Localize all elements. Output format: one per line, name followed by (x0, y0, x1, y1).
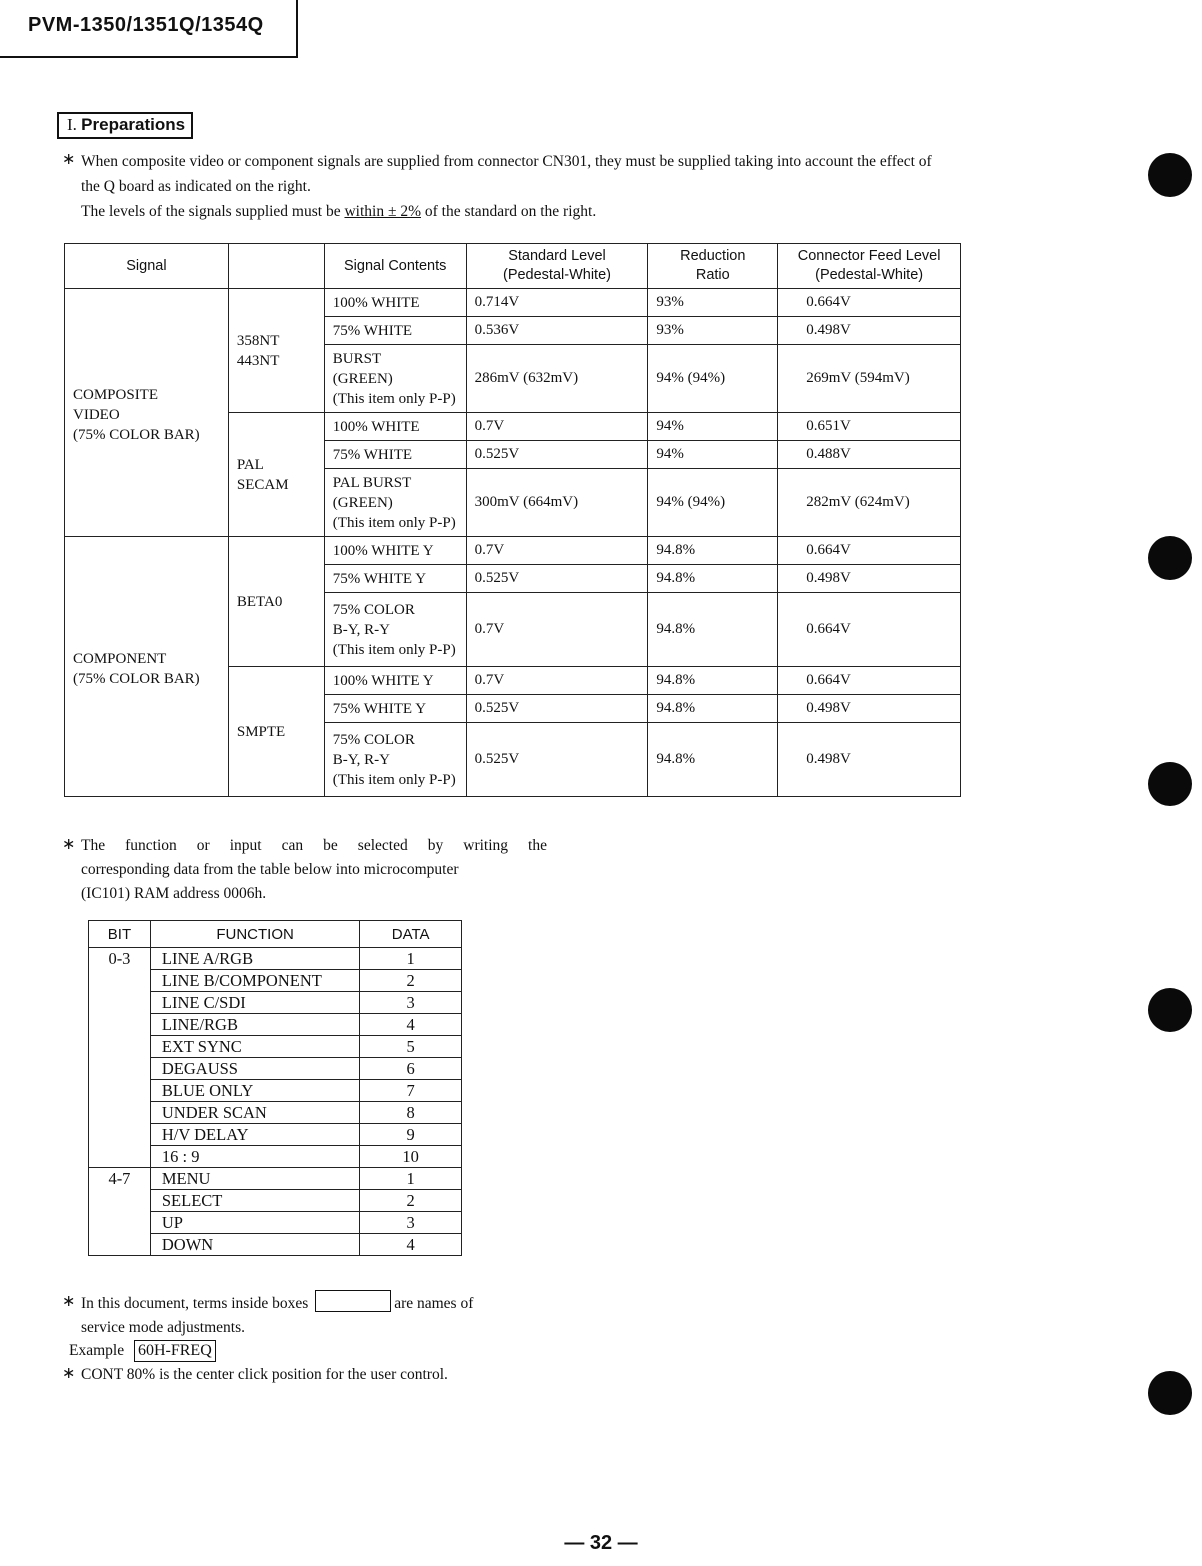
punch-hole-mark (1148, 1371, 1192, 1415)
function-cell: 16 : 9 (150, 1146, 359, 1168)
example-label: Example (69, 1342, 125, 1359)
cell-standard: 0.7V (466, 667, 648, 695)
data-cell: 9 (360, 1124, 462, 1146)
header-function: FUNCTION (150, 921, 359, 948)
section-heading (57, 112, 193, 139)
cell-contents: 100% WHITE (324, 413, 466, 441)
data-cell: 5 (360, 1036, 462, 1058)
asterisk-bullet: ∗ (62, 836, 76, 853)
bit-range-0-3: 0-3 (89, 948, 151, 1168)
cell-contents: 75% COLOR B-Y, R-Y (This item only P-P) (324, 593, 466, 667)
header-signal: Signal (65, 244, 229, 289)
cell-feed: 0.664V (778, 537, 961, 565)
cell-ratio: 94.8% (648, 667, 778, 695)
subgroup-beta: BETA0 (228, 537, 324, 667)
data-cell: 8 (360, 1102, 462, 1124)
table-row (65, 537, 961, 565)
cell-ratio: 93% (648, 317, 778, 345)
subgroup-ntsc: 358NT 443NT (228, 289, 324, 413)
cell-ratio: 94% (648, 413, 778, 441)
cell-contents: 75% WHITE (324, 441, 466, 469)
table-row (65, 289, 961, 317)
data-cell: 1 (360, 1168, 462, 1190)
cell-ratio: 94.8% (648, 723, 778, 797)
function-note-line-3: (IC101) RAM address 0006h. (81, 885, 267, 902)
cell-contents: 100% WHITE Y (324, 667, 466, 695)
data-cell: 3 (360, 1212, 462, 1234)
cell-contents: PAL BURST (GREEN) (This item only P-P) (324, 469, 466, 537)
function-header-row (89, 921, 462, 948)
cell-feed: 0.498V (778, 695, 961, 723)
header-contents: Signal Contents (324, 244, 466, 289)
group-component: COMPONENT (75% COLOR BAR) (65, 537, 229, 797)
data-cell: 4 (360, 1014, 462, 1036)
header-data: DATA (360, 921, 462, 948)
intro-line-3 (81, 199, 596, 224)
boxes-note-line-1 (81, 1290, 547, 1316)
punch-hole-mark (1148, 536, 1192, 580)
cell-standard: 0.525V (466, 441, 648, 469)
data-cell: 7 (360, 1080, 462, 1102)
page-number: — 32 — (564, 1532, 638, 1554)
cell-feed: 0.664V (778, 289, 961, 317)
cell-standard: 0.7V (466, 537, 648, 565)
cell-standard: 0.7V (466, 413, 648, 441)
cell-standard: 0.525V (466, 695, 648, 723)
section-roman: I. (67, 115, 77, 134)
cell-ratio: 94.8% (648, 593, 778, 667)
intro-line-3-underlined: within ± 2% (344, 203, 421, 220)
data-cell: 1 (360, 948, 462, 970)
cont-note: CONT 80% is the center click position for the user control. (81, 1366, 448, 1383)
header-reduction-ratio: Reduction Ratio (648, 244, 778, 289)
data-cell: 10 (360, 1146, 462, 1168)
function-cell: LINE A/RGB (150, 948, 359, 970)
function-cell: LINE C/SDI (150, 992, 359, 1014)
cell-contents: 100% WHITE (324, 289, 466, 317)
intro-line-3-b: of the standard on the right. (421, 203, 597, 220)
table-header-row (65, 244, 961, 289)
table-row (89, 1168, 462, 1190)
cell-standard: 300mV (664mV) (466, 469, 648, 537)
cell-ratio: 94% (648, 441, 778, 469)
cell-standard: 0.536V (466, 317, 648, 345)
punch-hole-mark (1148, 762, 1192, 806)
group-composite: COMPOSITE VIDEO (75% COLOR BAR) (65, 289, 229, 537)
cell-feed: 282mV (624mV) (778, 469, 961, 537)
cell-standard: 0.525V (466, 565, 648, 593)
data-cell: 3 (360, 992, 462, 1014)
data-cell: 2 (360, 970, 462, 992)
cell-ratio: 94.8% (648, 565, 778, 593)
cell-standard: 0.7V (466, 593, 648, 667)
boxes-note-line-2: service mode adjustments. (81, 1319, 245, 1336)
function-cell: SELECT (150, 1190, 359, 1212)
cell-ratio: 94% (94%) (648, 469, 778, 537)
boxes-note-post: are names of (394, 1295, 474, 1312)
header-standard-level: Standard Level (Pedestal-White) (466, 244, 648, 289)
function-cell: EXT SYNC (150, 1036, 359, 1058)
empty-term-box (315, 1290, 391, 1312)
subgroup-smpte: SMPTE (228, 667, 324, 797)
asterisk-bullet: ∗ (62, 151, 76, 168)
cell-ratio: 94.8% (648, 537, 778, 565)
cell-ratio: 94% (94%) (648, 345, 778, 413)
cell-feed: 0.498V (778, 565, 961, 593)
data-cell: 4 (360, 1234, 462, 1256)
function-cell: H/V DELAY (150, 1124, 359, 1146)
cell-standard: 0.714V (466, 289, 648, 317)
function-cell: LINE B/COMPONENT (150, 970, 359, 992)
table-row (89, 948, 462, 970)
bit-range-4-7: 4-7 (89, 1168, 151, 1256)
punch-hole-mark (1148, 153, 1192, 197)
asterisk-bullet: ∗ (62, 1365, 76, 1382)
function-note-line-2: corresponding data from the table below into microcomputer (81, 861, 459, 878)
cell-contents: 75% WHITE Y (324, 565, 466, 593)
cell-ratio: 94.8% (648, 695, 778, 723)
cell-feed: 0.664V (778, 667, 961, 695)
function-cell: LINE/RGB (150, 1014, 359, 1036)
cell-feed: 269mV (594mV) (778, 345, 961, 413)
cell-feed: 0.664V (778, 593, 961, 667)
cell-standard: 0.525V (466, 723, 648, 797)
cell-feed: 0.651V (778, 413, 961, 441)
punch-hole-mark (1148, 988, 1192, 1032)
intro-line-2: the Q board as indicated on the right. (81, 178, 311, 195)
data-cell: 2 (360, 1190, 462, 1212)
asterisk-bullet: ∗ (62, 1293, 76, 1310)
function-note-line-1: The function or input can be selected by writing the (81, 837, 547, 854)
function-table (88, 920, 462, 1256)
function-cell: BLUE ONLY (150, 1080, 359, 1102)
cell-ratio: 93% (648, 289, 778, 317)
cell-feed: 0.498V (778, 317, 961, 345)
function-cell: DEGAUSS (150, 1058, 359, 1080)
boxes-note-pre: In this document, terms inside boxes (81, 1295, 309, 1312)
example-term-box: 60H-FREQ (134, 1340, 216, 1362)
cell-standard: 286mV (632mV) (466, 345, 648, 413)
header-box (0, 0, 298, 58)
signal-level-table (64, 243, 961, 797)
function-cell: DOWN (150, 1234, 359, 1256)
function-cell: UP (150, 1212, 359, 1234)
cell-feed: 0.488V (778, 441, 961, 469)
model-title: PVM-1350/1351Q/1354Q (28, 14, 264, 36)
cell-contents: 75% WHITE Y (324, 695, 466, 723)
intro-line-3-a: The levels of the signals supplied must be (81, 203, 345, 220)
header-feed-level: Connector Feed Level (Pedestal-White) (778, 244, 961, 289)
header-bit: BIT (89, 921, 151, 948)
data-cell: 6 (360, 1058, 462, 1080)
cell-contents: 75% WHITE (324, 317, 466, 345)
cell-contents: BURST (GREEN) (This item only P-P) (324, 345, 466, 413)
header-blank (228, 244, 324, 289)
section-title: Preparations (81, 115, 186, 134)
subgroup-pal: PAL SECAM (228, 413, 324, 537)
function-cell: MENU (150, 1168, 359, 1190)
cell-contents: 75% COLOR B-Y, R-Y (This item only P-P) (324, 723, 466, 797)
function-cell: UNDER SCAN (150, 1102, 359, 1124)
cell-contents: 100% WHITE Y (324, 537, 466, 565)
cell-feed: 0.498V (778, 723, 961, 797)
example-line (69, 1338, 216, 1363)
intro-line-1: When composite video or component signals are supplied from connector CN301, they must be supplied taking into account the effect of (81, 153, 932, 170)
